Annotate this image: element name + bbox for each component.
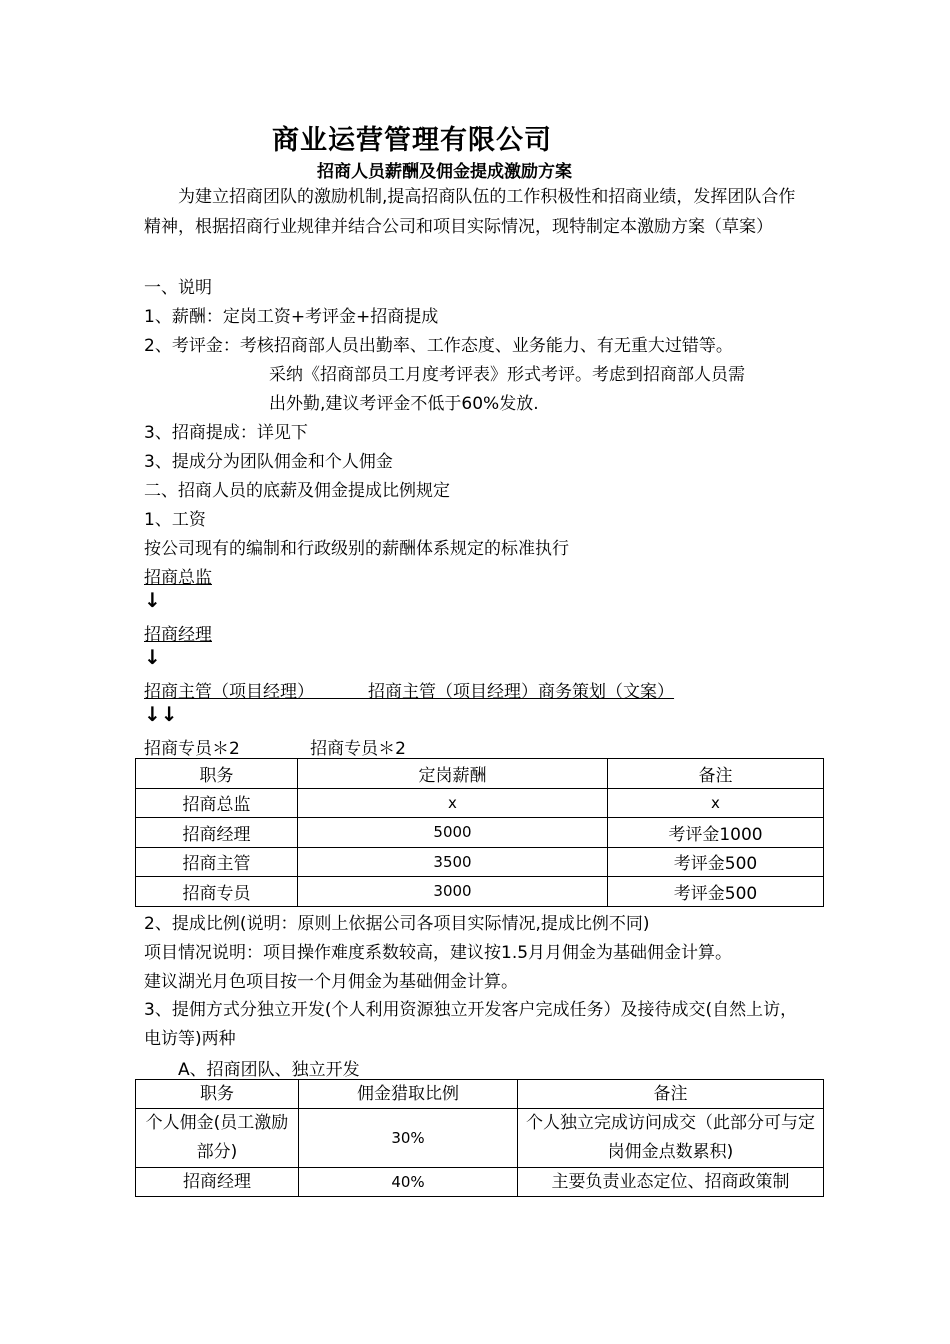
cell-remarks: 考评金500: [608, 877, 824, 907]
table-row: [136, 788, 824, 818]
document-subtitle: 招商人员薪酬及佣金提成激励方案: [317, 162, 572, 182]
cell-position: 招商总监: [136, 788, 298, 818]
item-commission-split: 3、提成分为团队佣金和个人佣金: [144, 452, 393, 472]
table-header-row: [136, 759, 824, 789]
table-row: [136, 1109, 824, 1168]
cell-salary: x: [298, 788, 608, 818]
header-position: 职务: [136, 1080, 299, 1109]
item-evaluation-cont-2: 出外勤,建议考评金不低于60%发放.: [269, 394, 539, 414]
cell-salary: 3500: [298, 847, 608, 877]
cell-remarks: 考评金1000: [608, 818, 824, 848]
header-remarks: 备注: [608, 759, 824, 789]
header-remarks: 备注: [518, 1080, 824, 1109]
table-row: [136, 818, 824, 848]
cell-remarks: 考评金500: [608, 847, 824, 877]
double-down-arrow-icon: ↓↓: [144, 702, 178, 726]
cell-salary: 3000: [298, 877, 608, 907]
cell-remarks: 主要负责业态定位、招商政策制: [518, 1168, 824, 1197]
cell-position: 招商经理: [136, 818, 298, 848]
down-arrow-icon: ↓: [144, 645, 161, 669]
org-specialists: 招商专员＊2 招商专员＊2: [144, 739, 406, 759]
subsection-a: A、招商团队、独立开发: [178, 1060, 360, 1080]
cell-remarks: x: [608, 788, 824, 818]
ratio-title: 2、提成比例(说明：原则上依据公司各项目实际情况,提成比例不同): [144, 914, 650, 934]
cell-ratio: 30%: [299, 1109, 518, 1168]
salary-table: [135, 758, 824, 907]
project-note-2: 建议湖光月色项目按一个月佣金为基础佣金计算。: [144, 972, 518, 992]
wage-title: 1、工资: [144, 510, 206, 530]
cell-position: 招商专员: [136, 877, 298, 907]
table-row: [136, 877, 824, 907]
commission-method: 3、提佣方式分独立开发(个人利用资源独立开发客户完成任务）及接待成交(自然上访，电访等)两种: [144, 1000, 798, 1049]
org-director: 招商总监: [144, 568, 212, 588]
header-base-salary: 定岗薪酬: [298, 759, 608, 789]
section-2-heading: 二、招商人员的底薪及佣金提成比例规定: [144, 481, 450, 501]
item-salary: 1、薪酬：定岗工资+考评金+招商提成: [144, 307, 439, 327]
org-manager: 招商经理: [144, 625, 212, 645]
cell-position: 招商主管: [136, 847, 298, 877]
cell-position: 招商经理: [136, 1168, 299, 1197]
commission-table: [135, 1079, 824, 1197]
header-position: 职务: [136, 759, 298, 789]
item-commission: 3、招商提成：详见下: [144, 423, 308, 443]
item-evaluation: 2、考评金：考核招商部人员出勤率、工作态度、业务能力、有无重大过错等。: [144, 336, 733, 356]
header-commission-ratio: 佣金猎取比例: [299, 1080, 518, 1109]
down-arrow-icon: ↓: [144, 588, 161, 612]
company-title: 商业运营管理有限公司: [272, 125, 552, 156]
org-supervisors: 招商主管（项目经理） 招商主管（项目经理）商务策划（文案）: [144, 682, 675, 702]
table-header-row: [136, 1080, 824, 1109]
cell-position: 个人佣金(员工激励部分): [136, 1109, 299, 1168]
cell-remarks: 个人独立完成访问成交（此部分可与定岗佣金点数累积): [518, 1109, 824, 1168]
cell-salary: 5000: [298, 818, 608, 848]
table-row: [136, 1168, 824, 1197]
item-evaluation-cont-1: 采纳《招商部员工月度考评表》形式考评。考虑到招商部人员需: [269, 365, 745, 385]
project-note-1: 项目情况说明：项目操作难度系数较高，建议按1.5月月佣金为基础佣金计算。: [144, 943, 733, 963]
table-row: [136, 847, 824, 877]
wage-description: 按公司现有的编制和行政级别的薪酬体系规定的标准执行: [144, 539, 569, 559]
intro-paragraph: 为建立招商团队的激励机制,提高招商队伍的工作积极性和招商业绩，发挥团队合作精神，根据招商行业规律并结合公司和项目实际情况，现特制定本激励方案（草案）: [144, 187, 796, 237]
cell-ratio: 40%: [299, 1168, 518, 1197]
section-1-heading: 一、说明: [144, 278, 212, 298]
